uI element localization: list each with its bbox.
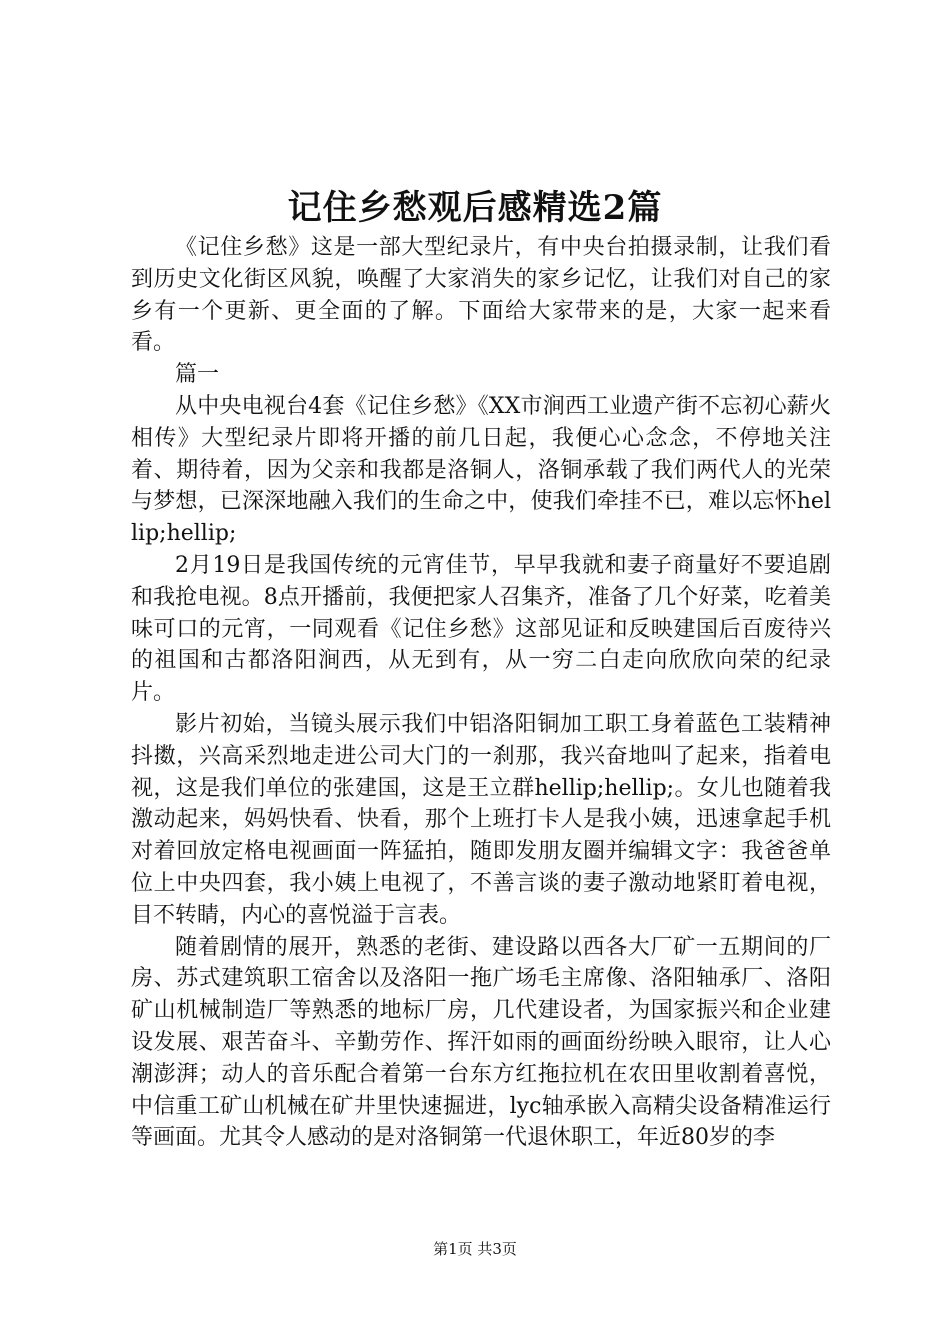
body-paragraph: 影片初始，当镜头展示我们中铝洛阳铜加工职工身着蓝色工装精神抖擞，兴高采烈地走进公司大门的一刹那，我兴奋地叫了起来，指着电视，这是我们单位的张建国，这是王立群hellip;hellip;。女儿也随着我激动起来，妈妈快看、快看，那个上班打卡人是我小姨，迅速拿起手机对着回放定格电视画面一阵猛拍，随即发朋友圈并编辑文字：我爸爸单位上中央四套，我小姨上电视了，不善言谈的妻子激动地紧盯着电视，目不转睛，内心的喜悦溢于言表。 xyxy=(131,711,831,928)
body-paragraph: 2月19日是我国传统的元宵佳节，早早我就和妻子商量好不要追剧和我抢电视。8点开播前，我便把家人召集齐，准备了几个好菜，吃着美味可口的元宵，一同观看《记住乡愁》这部见证和反映建国后百废待兴的祖国和古都洛阳涧西，从无到有，从一穷二白走向欣欣向荣的纪录片。 xyxy=(131,552,831,706)
body-paragraph: 从中央电视台4套《记住乡愁》《XX市涧西工业遗产街不忘初心薪火相传》大型纪录片即将开播的前几日起，我便心心念念，不停地关注着、期待着，因为父亲和我都是洛铜人，洛铜承载了我们两代人的光荣与梦想，已深深地融入我们的生命之中，使我们牵挂不已，难以忘怀hellip;hellip; xyxy=(131,393,831,547)
document-body xyxy=(131,232,831,1154)
section-heading: 篇一 xyxy=(175,362,220,388)
page-footer: 第1页 共3页 xyxy=(433,1240,517,1258)
intro-paragraph: 《记住乡愁》这是一部大型纪录片，有中央台拍摄录制，让我们看到历史文化街区风貌，唤醒了大家消失的家乡记忆，让我们对自己的家乡有一个更新、更全面的了解。下面给大家带来的是，大家一起来看看。 xyxy=(131,235,831,356)
document-title: 记住乡愁观后感精选2篇 xyxy=(287,188,663,228)
body-paragraph: 随着剧情的展开，熟悉的老街、建设路以西各大厂矿一五期间的厂房、苏式建筑职工宿舍以及洛阳一拖广场毛主席像、洛阳轴承厂、洛阳矿山机械制造厂等熟悉的地标厂房，几代建设者，为国家振兴和企业建设发展、艰苦奋斗、辛勤劳作、挥汗如雨的画面纷纷映入眼帘，让人心潮澎湃；动人的音乐配合着第一台东方红拖拉机在农田里收割着喜悦，中信重工矿山机械在矿井里快速掘进，lyc轴承嵌入高精尖设备精准运行等画面。尤其令人感动的是对洛铜第一代退休职工，年近80岁的李 xyxy=(131,934,831,1151)
